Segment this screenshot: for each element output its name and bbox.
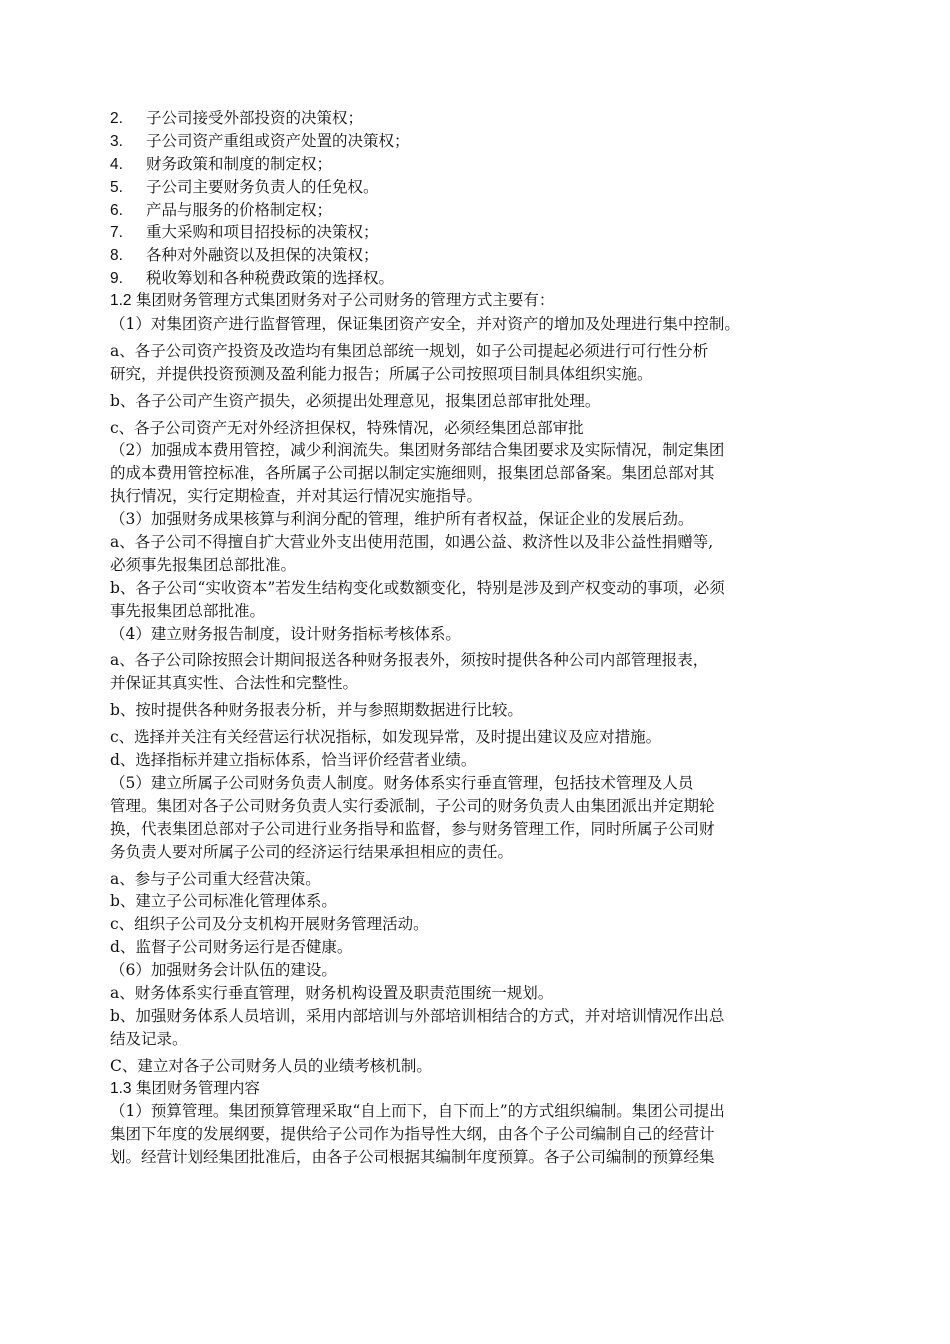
list-item-6: 6. 产品与服务的价格制定权； bbox=[110, 200, 333, 219]
section-heading-1-2: 1.2 集团财务管理方式集团财务对子公司财务的管理方式主要有： bbox=[110, 292, 555, 310]
paragraph-line: b、各子公司产生资产损失，必须提出处理意见，报集团总部审批处理。 bbox=[110, 391, 601, 410]
paragraph-line: 并保证其真实性、合法性和完整性。 bbox=[110, 674, 359, 693]
paragraph-line: 集团下年度的发展纲要，提供给子公司作为指导性大纲，由各个子公司编制自己的经营计 bbox=[110, 1125, 715, 1144]
paragraph-line: b、按时提供各种财务报表分析，并与参照期数据进行比较。 bbox=[110, 701, 523, 720]
paragraph-line: （3）加强财务成果核算与利润分配的管理，维护所有者权益，保证企业的发展后劲。 bbox=[110, 510, 694, 529]
list-item-5: 5. 子公司主要财务负责人的任免权。 bbox=[110, 177, 379, 196]
list-item-2: 2. 子公司接受外部投资的决策权； bbox=[110, 109, 364, 127]
paragraph-line: （2）加强成本费用管控，减少利润流失。集团财务部结合集团要求及实际情况，制定集团 bbox=[110, 441, 725, 460]
paragraph-line: d、选择指标并建立指标体系，恰当评价经营者业绩。 bbox=[110, 751, 477, 770]
paragraph-line: b、各子公司“实收资本”若发生结构变化或数额变化，特别是涉及到产权变动的事项，必须 bbox=[110, 578, 725, 597]
paragraph-line: 执行情况，实行定期检查，并对其运行情况实施指导。 bbox=[110, 487, 483, 506]
paragraph-line: （1）对集团资产进行监督管理，保证集团资产安全，并对资产的增加及处理进行集中控制。 bbox=[110, 315, 740, 334]
paragraph-line: （1）预算管理。集团预算管理采取“自上而下，自下而上”的方式组织编制。集团公司提出 bbox=[110, 1102, 725, 1121]
paragraph-line: a、参与子公司重大经营决策。 bbox=[110, 869, 321, 888]
paragraph-line: c、各子公司资产无对外经济担保权，特殊情况，必须经集团总部审批 bbox=[110, 418, 584, 437]
paragraph-line: 研究，并提供投资预测及盈利能力报告；所属子公司按照项目制具体组织实施。 bbox=[110, 364, 653, 383]
paragraph-line: （4）建立财务报告制度，设计财务指标考核体系。 bbox=[110, 624, 461, 643]
paragraph-line: b、建立子公司标准化管理体系。 bbox=[110, 892, 337, 911]
paragraph-line: 划。经营计划经集团批准后，由各子公司根据其编制年度预算。各子公司编制的预算经集 bbox=[110, 1148, 715, 1167]
paragraph-line: C、建立对各子公司财务人员的业绩考核机制。 bbox=[110, 1056, 432, 1075]
paragraph-line: 换，代表集团总部对子公司进行业务指导和监督，参与财务管理工作，同时所属子公司财 bbox=[110, 819, 715, 838]
section-heading-1-3: 1.3 集团财务管理内容 bbox=[110, 1079, 260, 1097]
list-item-7: 7. 重大采购和项目招投标的决策权； bbox=[110, 223, 379, 242]
paragraph-line: 事先报集团总部批准。 bbox=[110, 601, 266, 620]
paragraph-line: 务负责人要对所属子公司的经济运行结果承担相应的责任。 bbox=[110, 842, 514, 861]
paragraph-line: c、选择并关注有关经营运行状况指标，如发现异常，及时提出建议及应对措施。 bbox=[110, 728, 662, 747]
list-item-3: 3. 子公司资产重组或资产处置的决策权； bbox=[110, 131, 410, 150]
paragraph-line: a、各子公司不得擅自扩大营业外支出使用范围，如遇公益、救济性以及非公益性捐赠等, bbox=[110, 533, 714, 552]
paragraph-line: d、监督子公司财务运行是否健康。 bbox=[110, 938, 353, 957]
paragraph-line: a、各子公司除按照会计期间报送各种财务报表外，须按时提供各种公司内部管理报表， bbox=[110, 651, 709, 670]
list-item-9: 9. 税收筹划和各种税费政策的选择权。 bbox=[110, 269, 395, 288]
paragraph-line: 必须事先报集团总部批准。 bbox=[110, 555, 297, 574]
paragraph-line: c、组织子公司及分支机构开展财务管理活动。 bbox=[110, 915, 429, 934]
paragraph-line: b、加强财务体系人员培训，采用内部培训与外部培训相结合的方式，并对培训情况作出总 bbox=[110, 1006, 725, 1025]
paragraph-line: 结及记录。 bbox=[110, 1029, 188, 1048]
paragraph-line: （5）建立所属子公司财务负责人制度。财务体系实行垂直管理，包括技术管理及人员 bbox=[110, 773, 694, 792]
list-item-8: 8. 各种对外融资以及担保的决策权； bbox=[110, 246, 379, 265]
list-item-4: 4. 财务政策和制度的制定权； bbox=[110, 154, 333, 173]
paragraph-line: 的成本费用管控标准，各所属子公司据以制定实施细则，报集团总部备案。集团总部对其 bbox=[110, 464, 715, 483]
paragraph-line: a、各子公司资产投资及改造均有集团总部统一规划，如子公司提起必须进行可行性分析 bbox=[110, 341, 709, 360]
paragraph-line: 管理。集团对各子公司财务负责人实行委派制，子公司的财务负责人由集团派出并定期轮 bbox=[110, 796, 715, 815]
paragraph-line: a、财务体系实行垂直管理，财务机构设置及职责范围统一规划。 bbox=[110, 983, 554, 1002]
paragraph-line: （6）加强财务会计队伍的建设。 bbox=[110, 961, 337, 980]
